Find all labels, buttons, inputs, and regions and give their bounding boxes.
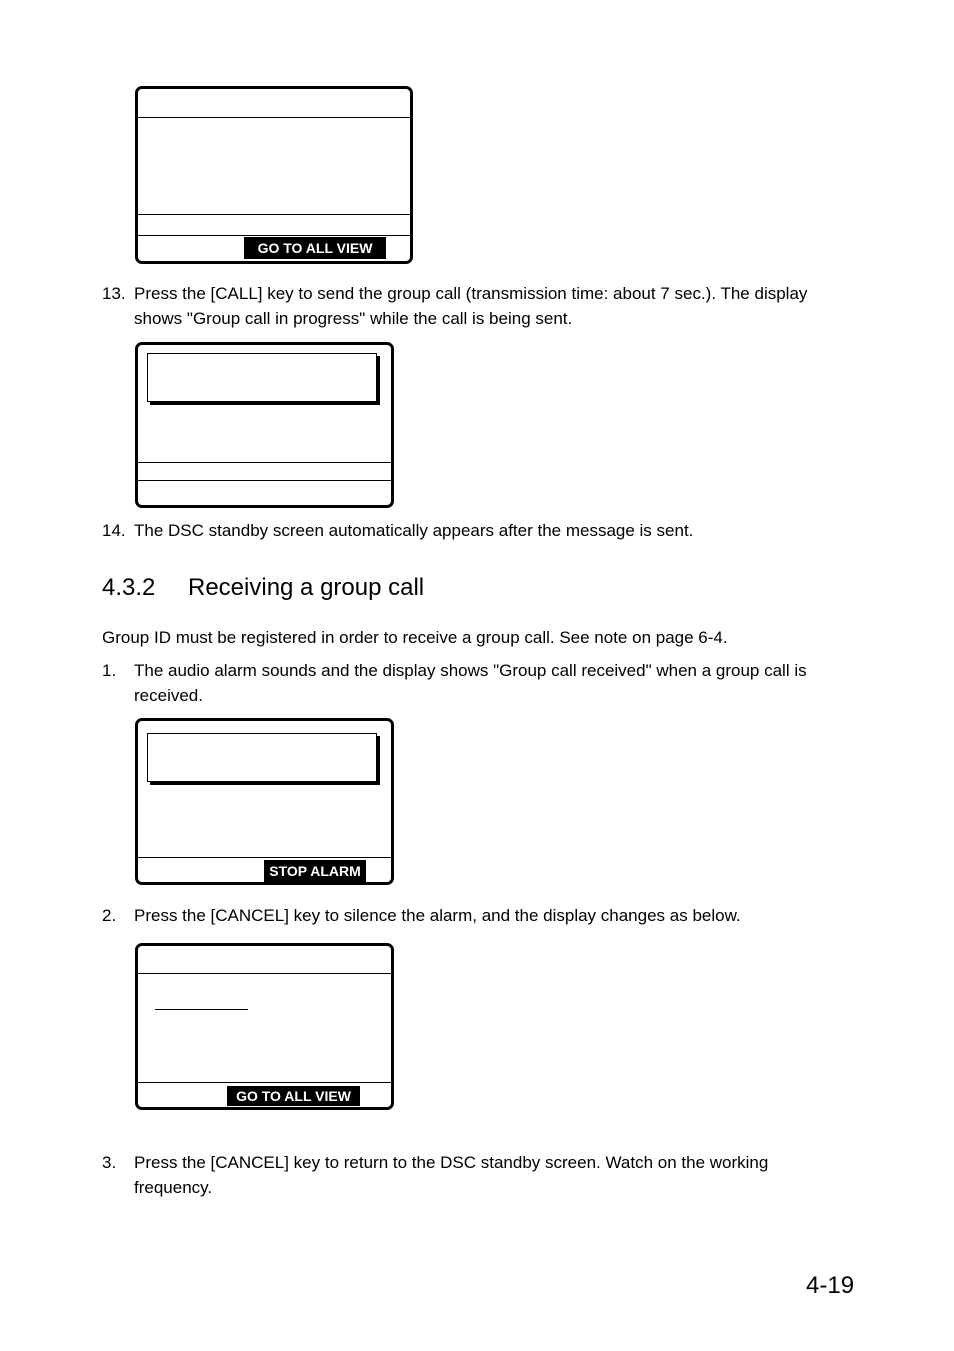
screen-divider [138, 1082, 391, 1083]
screen-display-2 [135, 342, 394, 508]
stop-alarm-softkey[interactable]: STOP ALARM [264, 860, 366, 882]
screen-divider [138, 214, 410, 215]
screen-divider [138, 117, 410, 118]
screen-display-1 [135, 86, 413, 264]
screen-display-4 [135, 943, 394, 1110]
screen-display-3 [135, 718, 394, 885]
screen-divider [138, 462, 391, 463]
section-intro: Group ID must be registered in order to receive a group call. See note on page 6-4. [102, 628, 728, 647]
underline-field [155, 1009, 248, 1010]
step-text-line: The DSC standby screen automatically appears after the message is sent. [134, 521, 694, 540]
step-number: 2. [102, 906, 117, 925]
section-number: 4.3.2 [102, 574, 156, 601]
section-title: Receiving a group call [188, 574, 425, 601]
screen-divider [138, 973, 391, 974]
step-text-line: Press the [CALL] key to send the group call (transmission time: about 7 sec.). The display [134, 284, 808, 303]
group-call-in-progress-popup [147, 353, 377, 402]
screen-divider [138, 480, 391, 481]
page-number: 4-19 [806, 1272, 855, 1299]
go-to-all-view-softkey[interactable]: GO TO ALL VIEW [227, 1086, 360, 1106]
step-number: 3. [102, 1153, 117, 1172]
step-number: 14. [102, 521, 126, 540]
step-text-line: Press the [CANCEL] key to silence the alarm, and the display changes as below. [134, 906, 741, 925]
step-number: 1. [102, 661, 117, 680]
step-text-line: frequency. [134, 1178, 213, 1197]
screen-divider [138, 857, 391, 858]
step-text-line: shows "Group call in progress" while the call is being sent. [134, 309, 573, 328]
step-number: 13. [102, 284, 126, 303]
step-text-line: Press the [CANCEL] key to return to the DSC standby screen. Watch on the working [134, 1153, 769, 1172]
go-to-all-view-softkey[interactable]: GO TO ALL VIEW [244, 237, 386, 259]
step-text-line: The audio alarm sounds and the display shows "Group call received" when a group call is [134, 661, 807, 680]
step-text-line: received. [134, 686, 203, 705]
screen-divider [138, 235, 410, 236]
group-call-received-popup [147, 733, 377, 782]
